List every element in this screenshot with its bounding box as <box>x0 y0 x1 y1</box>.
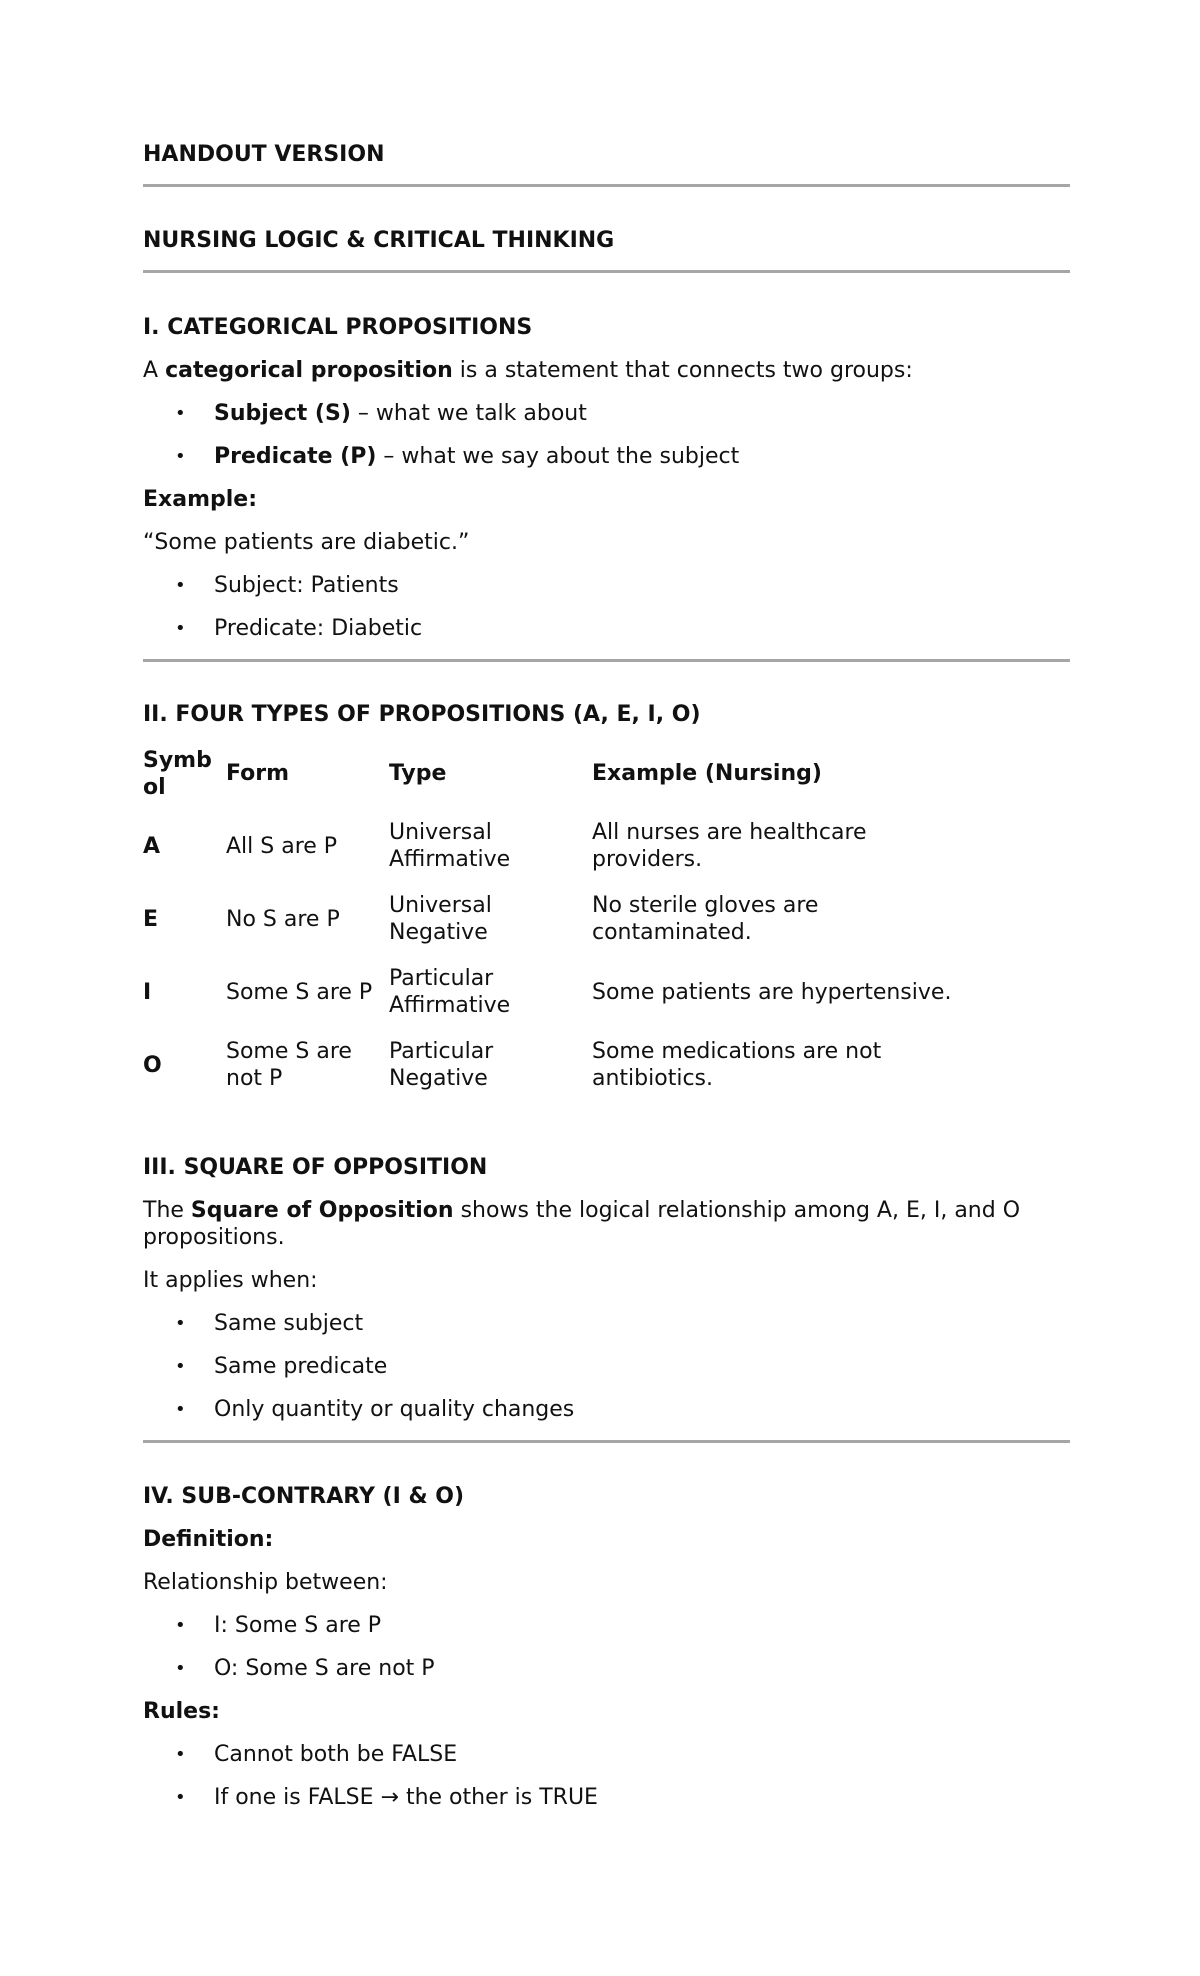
rules-label: Rules: <box>143 1699 220 1724</box>
table-cell-example: No sterile gloves are contaminated. <box>592 893 819 945</box>
bullet-icon: • <box>175 1356 186 1377</box>
divider <box>143 1440 1070 1443</box>
list-item-text: I: Some S are P <box>214 1613 382 1638</box>
list-item-text: O: Some S are not P <box>214 1656 435 1681</box>
term-description: – what we say about the subject <box>383 444 740 469</box>
intro-text: shows the logical relationship among A, E, I, and O propositions. <box>143 1198 1021 1250</box>
definition-label: Definition: <box>143 1527 274 1552</box>
section-1-intro <box>143 357 913 384</box>
intro-term: categorical proposition <box>165 358 453 383</box>
table-cell-form: Some S are not P <box>226 1039 352 1091</box>
bullet-icon: • <box>175 403 186 424</box>
table-cell-type: Universal Affirmative <box>389 820 511 872</box>
bullet-icon: • <box>175 1744 186 1765</box>
section-1-title: I. CATEGORICAL PROPOSITIONS <box>143 315 533 340</box>
list-item-text: Subject: Patients <box>214 573 399 598</box>
bullet-icon: • <box>175 446 186 467</box>
table-cell-symbol: A <box>143 834 161 859</box>
table-cell-symbol: I <box>143 980 152 1005</box>
example-quote: “Some patients are diabetic.” <box>143 530 470 555</box>
table-cell-form: All S are P <box>226 834 338 859</box>
course-title: NURSING LOGIC & CRITICAL THINKING <box>143 228 615 253</box>
term-description: – what we talk about <box>357 401 587 426</box>
table-cell-type: Particular Affirmative <box>389 966 511 1018</box>
relationship-text: Relationship between: <box>143 1570 388 1595</box>
section-3-intro <box>143 1197 1070 1251</box>
intro-text: A <box>143 358 159 383</box>
list-item-text: Same predicate <box>214 1354 388 1379</box>
section-2-title: II. FOUR TYPES OF PROPOSITIONS (A, E, I, O) <box>143 702 701 727</box>
table-cell-example: Some patients are hypertensive. <box>592 980 952 1005</box>
list-item-text: Only quantity or quality changes <box>214 1397 575 1422</box>
intro-text: The <box>143 1198 184 1223</box>
table-cell-symbol: E <box>143 907 159 932</box>
table-header-example: Example (Nursing) <box>592 761 822 786</box>
table-header-symbol: Symb ol <box>143 748 212 800</box>
bullet-icon: • <box>175 1399 186 1420</box>
table-header-form: Form <box>226 761 290 786</box>
table-cell-example: Some medications are not antibiotics. <box>592 1039 882 1091</box>
bullet-icon: • <box>175 575 186 596</box>
intro-term: Square of Opposition <box>190 1198 454 1223</box>
table-cell-form: Some S are P <box>226 980 373 1005</box>
table-cell-type: Particular Negative <box>389 1039 494 1091</box>
list-item-text: Same subject <box>214 1311 364 1336</box>
table-cell-symbol: O <box>143 1053 162 1078</box>
table-cell-type: Universal Negative <box>389 893 492 945</box>
section-3-title: III. SQUARE OF OPPOSITION <box>143 1155 488 1180</box>
term: Predicate (P) <box>214 444 377 469</box>
intro-text: is a statement that connects two groups: <box>459 358 913 383</box>
bullet-icon: • <box>175 1313 186 1334</box>
section-4-title: IV. SUB-CONTRARY (I & O) <box>143 1484 465 1509</box>
table-header-type: Type <box>389 761 447 786</box>
bullet-icon: • <box>175 1615 186 1636</box>
divider <box>143 270 1070 273</box>
divider <box>143 184 1070 187</box>
list-item-text: Predicate: Diabetic <box>214 616 423 641</box>
table-cell-example: All nurses are healthcare providers. <box>592 820 867 872</box>
handout-version-heading: HANDOUT VERSION <box>143 142 385 167</box>
list-item-text: Cannot both be FALSE <box>214 1742 458 1767</box>
list-item-text: If one is FALSE → the other is TRUE <box>214 1785 598 1810</box>
bullet-icon: • <box>175 1658 186 1679</box>
applies-text: It applies when: <box>143 1268 318 1293</box>
bullet-icon: • <box>175 1787 186 1808</box>
divider <box>143 659 1070 662</box>
example-label: Example: <box>143 487 257 512</box>
bullet-icon: • <box>175 618 186 639</box>
table-cell-form: No S are P <box>226 907 340 932</box>
term: Subject (S) <box>214 401 351 426</box>
